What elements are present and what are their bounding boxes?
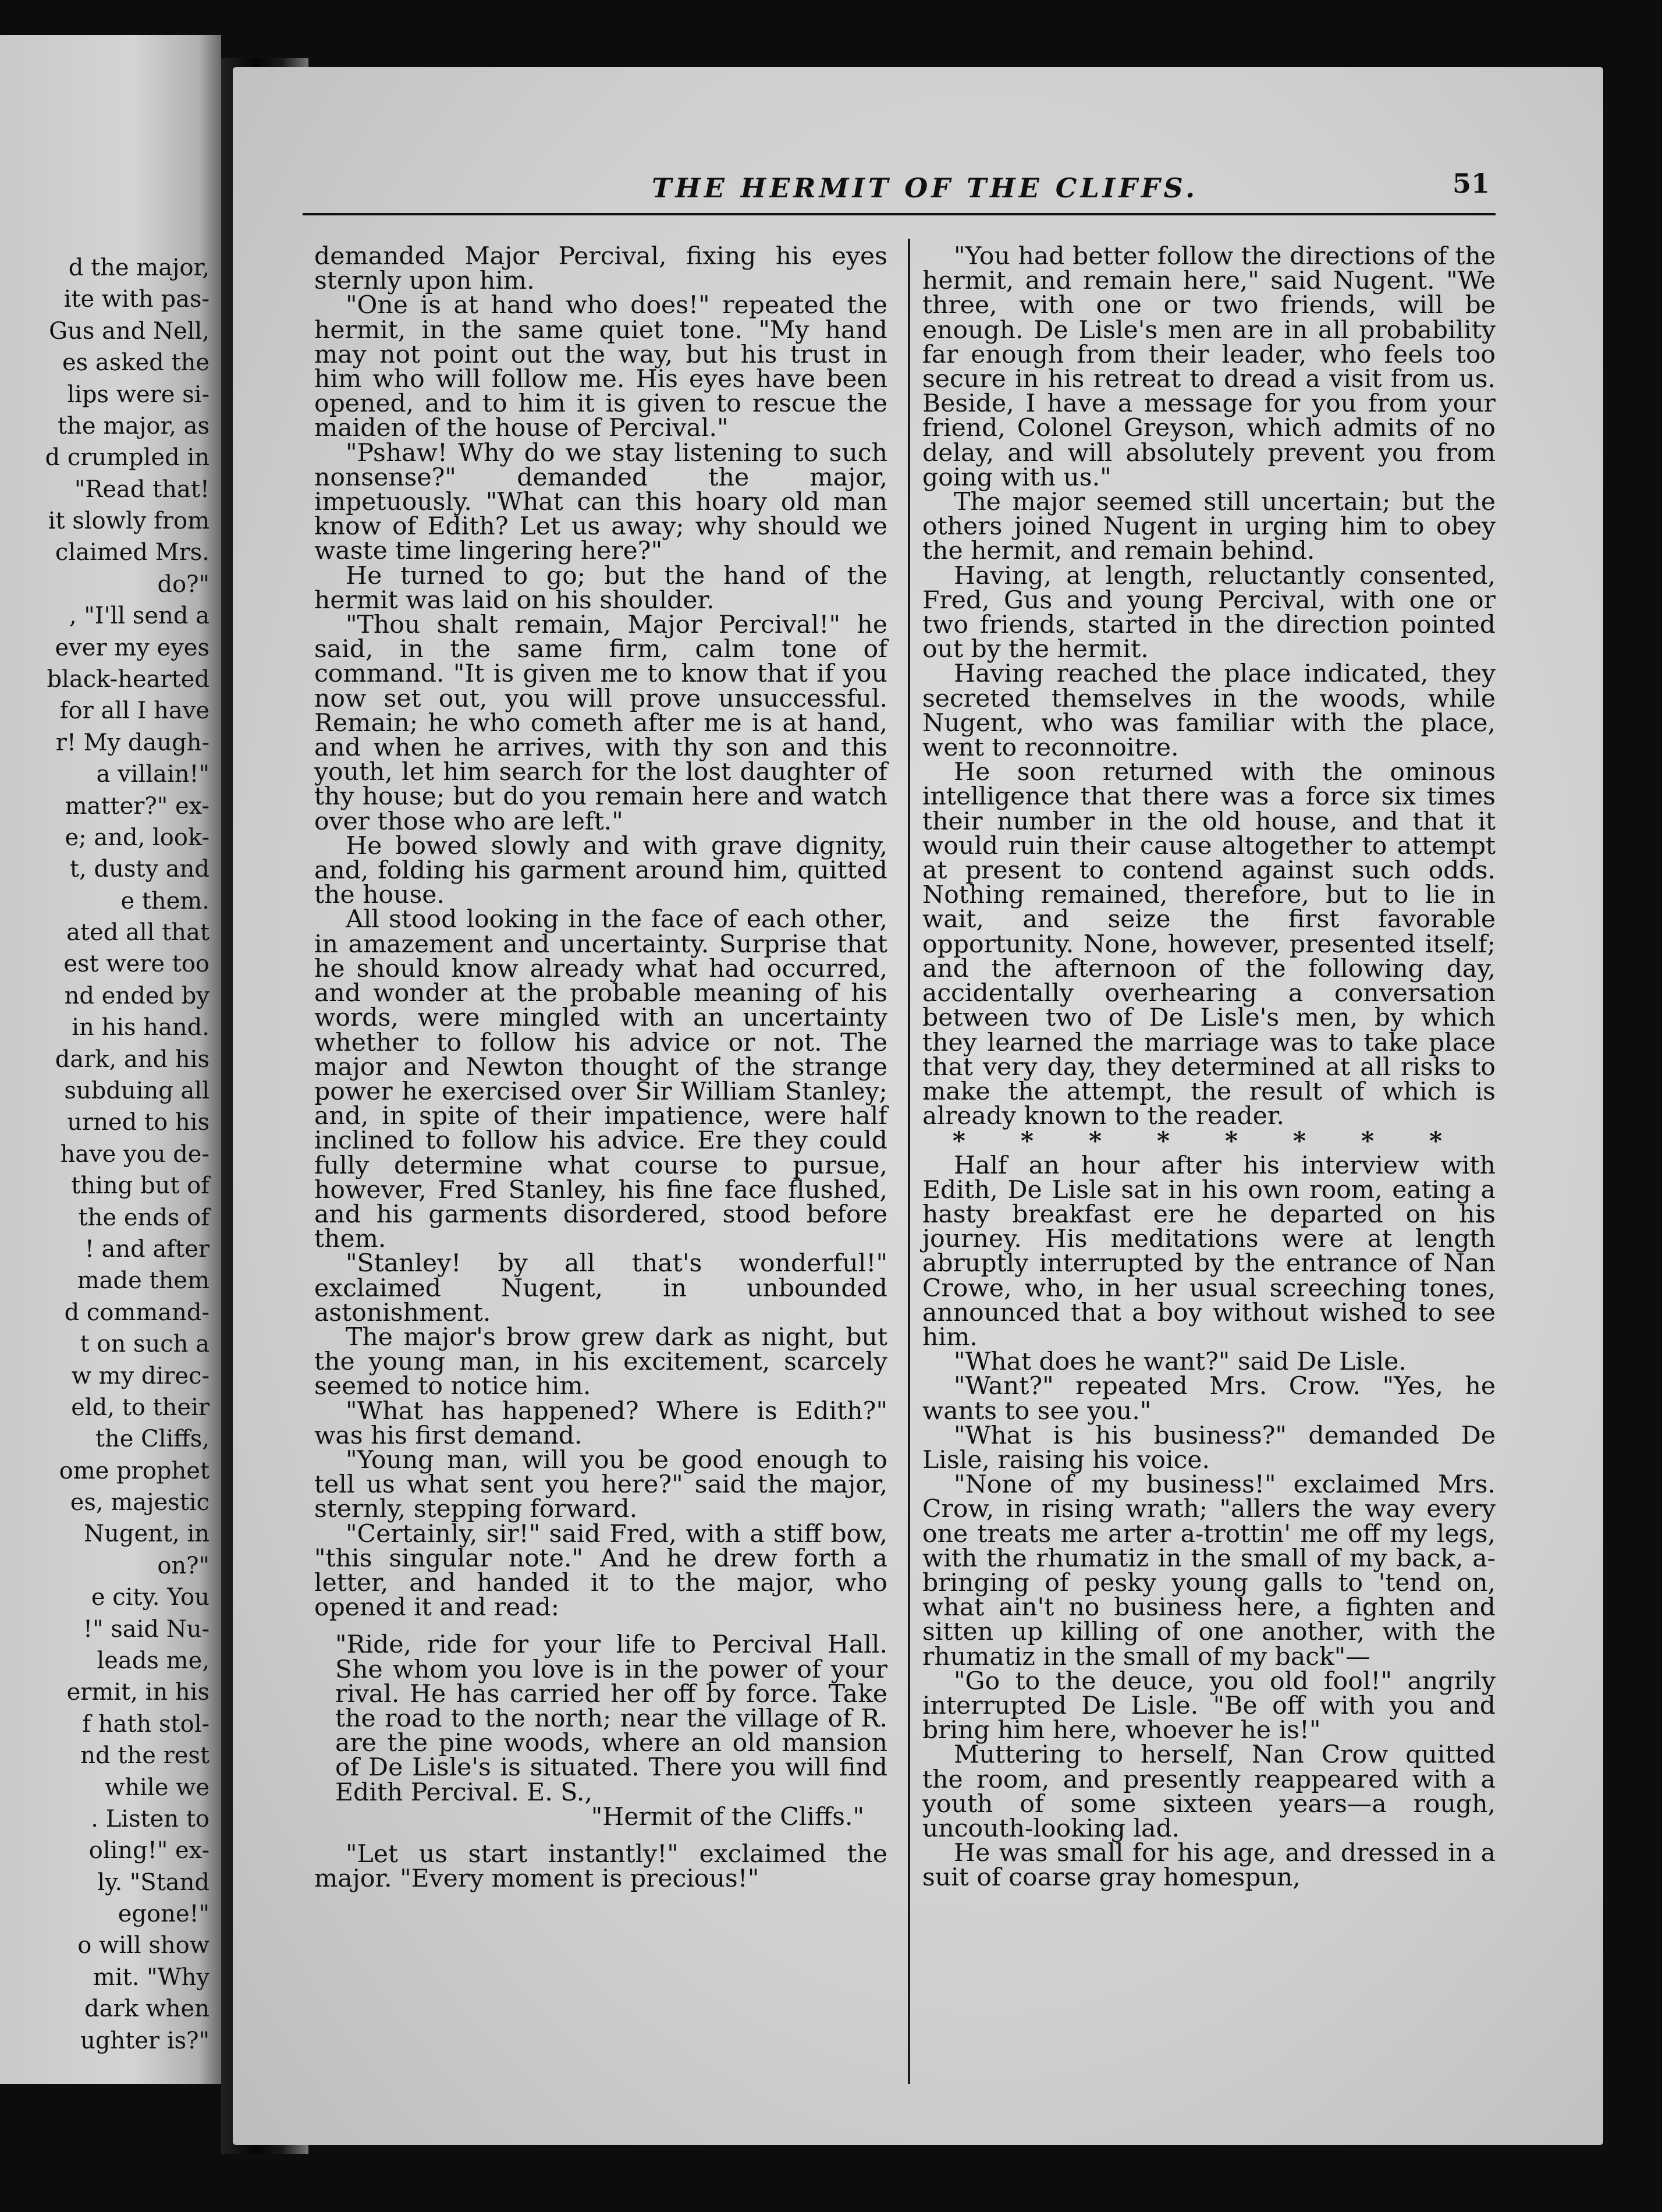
page-header <box>303 168 1496 215</box>
paragraph: He bowed slowly and with grave dignity, and, folding his garment around him, quitted the house. <box>314 831 887 910</box>
facing-page-line: w my direc- <box>71 1362 209 1389</box>
facing-page-line: o will show <box>77 1932 209 1959</box>
facing-page-line: ever my eyes <box>55 634 209 661</box>
paragraph: "Thou shalt remain, Major Percival!" he said, in the same firm, calm tone of command. "It is given me to know that if you now set out, you will prove unsuccessful. Remain; he who cometh after me is at hand, and when he arrives, with thy son and this youth, let him search for the lost daughter of thy house; but do you remain here and watch over those who are left." <box>314 611 887 836</box>
paragraph: He turned to go; but the hand of the hermit was laid on his shoulder. <box>314 561 887 615</box>
facing-page-fragment <box>0 35 221 2084</box>
paragraph: All stood looking in the face of each other, in amazement and uncertainty. Surprise that he should know already what had occurred, and wonder at the probable meaning of his words, were mingled with an uncertainty whether to follow his advice or not. The major and Newton thought of the strange power he exercised over Sir William Stanley; and, in spite of their impatience, were half inclined to follow his advice. Ere they could fully determine what course to pursue, however, Fred Stanley, his fine face flushed, and his garments disordered, stood before them. <box>314 905 887 1254</box>
facing-page-line: ughter is?" <box>80 2027 209 2054</box>
paragraph: "Certainly, sir!" said Fred, with a stiff bow, "this singular note." And he drew forth a letter, and handed it to the major, who opened it and read: <box>314 1519 887 1622</box>
facing-page-line: the ends of <box>78 1204 209 1231</box>
facing-page-line: d command- <box>64 1299 209 1326</box>
paragraph: demanded Major Percival, fixing his eyes sternly upon him. <box>314 242 887 296</box>
facing-page-line: e city. You <box>91 1584 209 1611</box>
paragraph: "Pshaw! Why do we stay listening to such nonsense?" demanded the major, impetuously. "What can this hoary old man know of Edith? Let us away; why should we waste time lingering here?" <box>314 438 887 566</box>
paragraph: "Young man, will you be good enough to tell us what sent you here?" said the major, sternly, stepping forward. <box>314 1445 887 1524</box>
facing-page-line: nd the rest <box>80 1742 209 1770</box>
facing-page-line: egone!" <box>118 1901 209 1928</box>
facing-page-line: on?" <box>157 1552 209 1579</box>
facing-page-line: r! My daugh- <box>55 729 209 756</box>
text-column-left <box>314 242 887 1894</box>
facing-page-line: e them. <box>120 887 209 914</box>
facing-page-line: es asked the <box>62 349 209 377</box>
facing-page-line: t on such a <box>80 1331 209 1358</box>
facing-page-line: d the major, <box>68 254 209 281</box>
paragraph: The major seemed still uncertain; but the others joined Nugent in urging him to obey the hermit, and remain behind. <box>922 488 1496 566</box>
page-number: 51 <box>1452 168 1490 199</box>
facing-page-line: ly. "Stand <box>97 1869 209 1896</box>
facing-page-line: ated all that <box>66 919 209 947</box>
facing-page-line: nd ended by <box>64 982 209 1009</box>
facing-page-line: leads me, <box>97 1647 209 1674</box>
facing-page-line: for all I have <box>59 697 209 725</box>
facing-page-line: , "I'll send a <box>69 602 209 630</box>
facing-page-line: d crumpled in <box>45 444 209 472</box>
facing-page-line: f hath stol- <box>82 1710 209 1738</box>
facing-page-line: . Listen to <box>91 1805 209 1832</box>
facing-page-line: do?" <box>157 570 209 598</box>
facing-page-line: Nugent, in <box>84 1520 209 1548</box>
facing-page-line: oling!" ex- <box>88 1837 209 1864</box>
facing-page-line: dark when <box>84 1995 209 2023</box>
running-title: THE HERMIT OF THE CLIFFS. <box>652 172 1199 204</box>
facing-page-line: ! and after <box>84 1235 209 1263</box>
facing-page-line: mit. "Why <box>93 1963 209 1991</box>
facing-page-line: ome prophet <box>59 1457 209 1484</box>
facing-page-line: the Cliffs, <box>95 1426 209 1453</box>
paragraph: "None of my business!" exclaimed Mrs. Crow, in rising wrath; "allers the way every one treats me arter a-trottin' me off my legs, with the rhumatiz in the small of my back, a-bringing of pesky young galls to 'tend on, what ain't no business here, a fighten and sitten up killing of one another, with the rhumatiz in the small of my back"— <box>922 1470 1496 1671</box>
paragraph: "You had better follow the directions of the hermit, and remain here," said Nugent. "We three, with one or two friends, will be enough. De Lisle's men are in all probability far enough from their leader, who feels too secure in his retreat to dread a visit from us. Beside, I have a message for you from your friend, Colonel Greyson, which admits of no delay, and will absolutely prevent you from going with us." <box>922 242 1496 492</box>
paragraph: The major's brow grew dark as night, but the young man, in his excitement, scarcely seemed to notice him. <box>314 1323 887 1401</box>
paragraph: He was small for his age, and dressed in a suit of coarse gray homespun, <box>922 1839 1496 1892</box>
facing-page-line: e; and, look- <box>65 824 209 851</box>
paragraph: Having reached the place indicated, they secreted themselves in the woods, while Nugent, who was familiar with the place, went to reconnoitre. <box>922 660 1496 763</box>
facing-page-line: !" said Nu- <box>83 1615 209 1643</box>
facing-page-line: it slowly from <box>48 508 209 535</box>
facing-page-line: lips were si- <box>67 381 209 408</box>
facing-page-line: urned to his <box>67 1109 209 1136</box>
facing-page-line: Gus and Nell, <box>49 317 209 345</box>
facing-page-line: while we <box>105 1774 209 1801</box>
facing-page-line: the major, as <box>57 412 209 439</box>
letter-signature: "Hermit of the Cliffs." <box>591 1802 864 1831</box>
facing-page-line: a villain!" <box>96 761 209 788</box>
facing-page-line: matter?" ex- <box>65 792 209 820</box>
paragraph: "Go to the deuce, you old fool!" angrily interrupted De Lisle. "Be off with you and bring him here, whoever he is!" <box>922 1667 1496 1745</box>
paragraph: "Stanley! by all that's wonderful!" exclaimed Nugent, in unbounded astonishment. <box>314 1249 887 1327</box>
facing-page-line: subduing all <box>64 1077 209 1105</box>
paragraph: Half an hour after his interview with Edith, De Lisle sat in his own room, eating a hasty breakfast ere he departed on his journey. His meditations were at length abruptly interrupted by the entrance of Nan Crowe, who, in her usual screeching tones, announced that a boy without wished to see him. <box>922 1151 1496 1352</box>
facing-page-line: black-hearted <box>47 666 209 693</box>
facing-page-line: es, majestic <box>70 1489 209 1516</box>
paragraph: "What does he want?" said De Lisle. <box>954 1348 1407 1377</box>
facing-page-line: ite with pas- <box>63 286 209 313</box>
text-column-right <box>922 244 1496 1891</box>
paragraph: "Want?" repeated Mrs. Crow. "Yes, he wants to see you." <box>922 1372 1496 1426</box>
section-break: * * * * * * * * <box>952 1126 1466 1156</box>
column-divider <box>908 239 910 2084</box>
paragraph: "What has happened? Where is Edith?" was his first demand. <box>314 1396 887 1450</box>
facing-page-line: claimed Mrs. <box>55 539 209 566</box>
paragraph: Muttering to herself, Nan Crow quitted the room, and presently reappeared with a youth of some sixteen years—a rough, uncouth-looking lad. <box>922 1740 1496 1843</box>
facing-page-line: dark, and his <box>55 1045 209 1073</box>
facing-page-line: have you de- <box>60 1140 209 1168</box>
paragraph: "What is his business?" demanded De Lisle, raising his voice. <box>922 1421 1496 1474</box>
facing-page-line: eld, to their <box>71 1394 209 1421</box>
quoted-letter: "Ride, ride for your life to Percival Hall. She whom you love is in the power of your rival. He has carried her off by force. Take the road to the north; near the village of R. are the pine woods, where an old mansion of De Lisle's is situated. There you will find Edith Percival. E. S., <box>335 1630 887 1807</box>
facing-page-line: t, dusty and <box>70 856 209 883</box>
paragraph: He soon returned with the ominous intelligence that there was a force six times their number in the old house, and that it would ruin their cause altogether to attempt at present to contend against such odds. Nothing remained, therefore, but to lie in wait, and seize the first favorable opportunity. None, however, presented itself; and the afternoon of the following day, accidentally overhearing a conversation between two of De Lisle's men, by which they learned the marriage was to take place that very day, they determined at all risks to make the attempt, the result of which is already known to the reader. <box>922 758 1496 1131</box>
paragraph: "Let us start instantly!" exclaimed the major. "Every moment is precious!" <box>314 1840 887 1894</box>
facing-page-line: made them <box>77 1267 209 1295</box>
facing-page-line: in his hand. <box>72 1014 209 1041</box>
facing-page-line: "Read that! <box>74 476 209 503</box>
facing-page-line: ermit, in his <box>66 1679 209 1706</box>
facing-page-line: est were too <box>63 951 209 978</box>
facing-page-line: thing but of <box>71 1172 209 1200</box>
paragraph: Having, at length, reluctantly consented, Fred, Gus and young Percival, with one or two friends, started in the direction pointed out by the hermit. <box>922 561 1496 664</box>
paragraph: "One is at hand who does!" repeated the hermit, in the same quiet tone. "My hand may not point out the way, but his trust in him who will follow me. His eyes have been opened, and to him it is given to rescue the maiden of the house of Percival." <box>314 291 887 443</box>
